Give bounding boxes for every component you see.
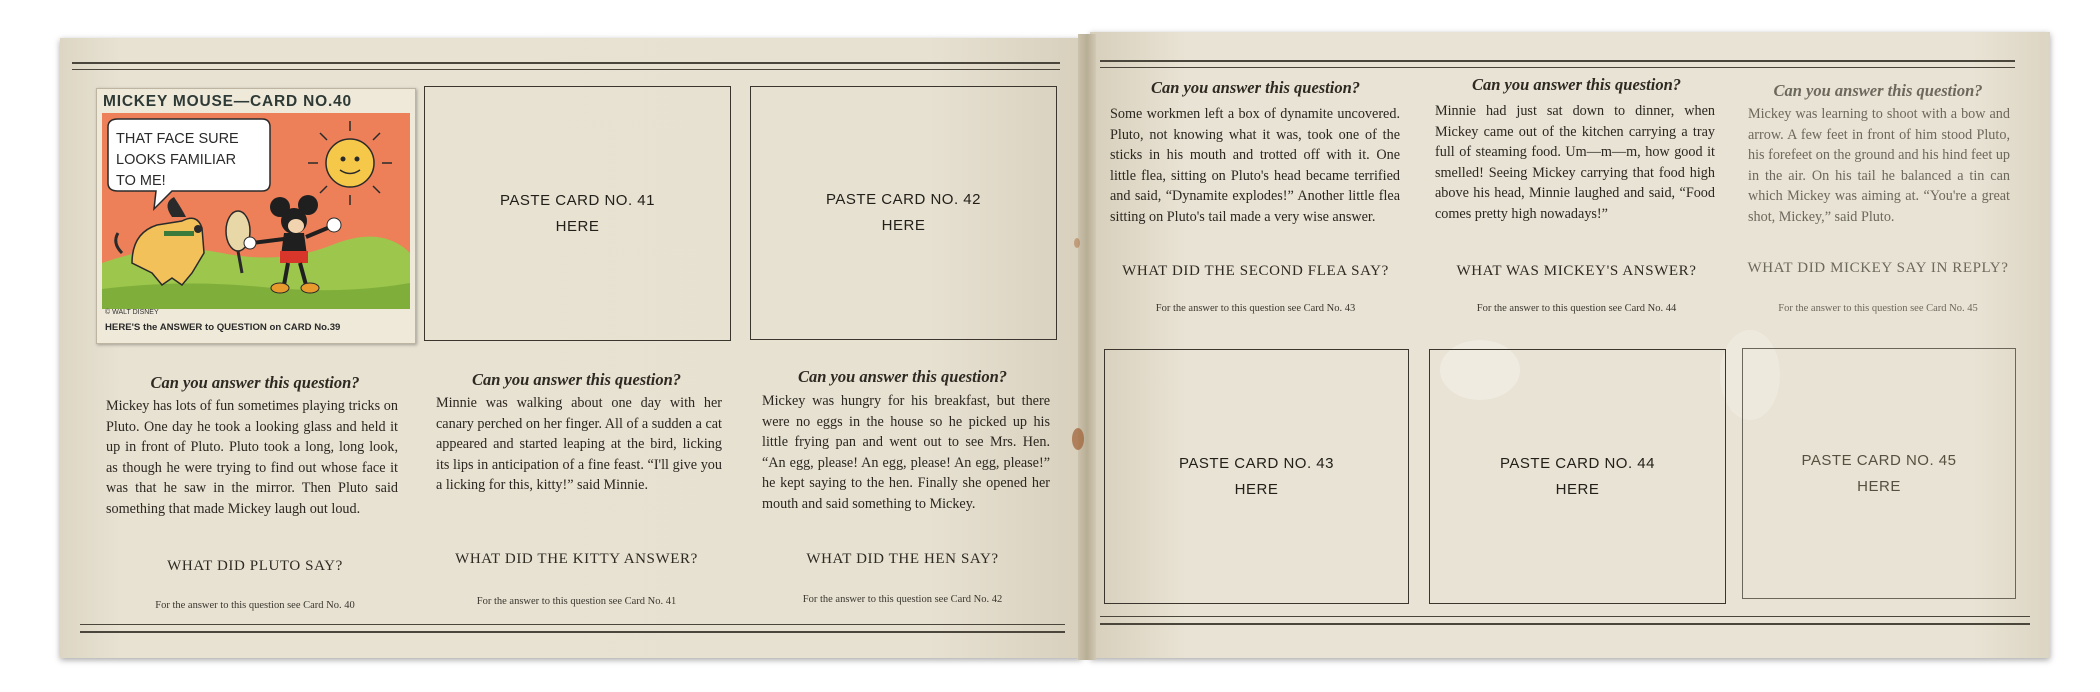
card-illustration [102,113,410,309]
question-prompt: WHAT DID PLUTO SAY? [167,558,343,574]
bottom-rule [80,631,1065,633]
svg-text:THAT FACE SURE: THAT FACE SURE [116,131,239,147]
top-rule [1100,60,2015,62]
mickey-card-40 [96,88,416,344]
question-heading: Can you answer this question? [1471,75,1682,94]
answer-reference: For the answer to this question see Card No. 42 [802,594,1003,605]
top-rule [72,62,1060,64]
question-body: Minnie was walking about one day with her canary perched on her finger. All of a sudden a cat appeared and started leaping at the bird, licking its lips in anticipation of a fine feast. “I'll give you a licking for this, kitty!” said Minnie. [436,395,722,494]
bottom-rule [1100,616,2030,617]
question-body: Mickey was learning to shoot with a bow and arrow. A few feet in front of him stood Pluto, his forefeet on the ground and his hind feet up in the air. On his tail he balanced a tin can which Mickey was aiming at. “You're a great shot, Mickey,” said Pluto. [1748,106,2011,225]
answer-reference: For the answer to this question see Card No. 44 [1476,303,1677,314]
stain-mark [1074,238,1080,248]
answer-reference: For the answer to this question see Card No. 45 [1778,303,1978,314]
paste-box-label: PASTE CARD NO. 44 [1500,454,1655,472]
question-body: Mickey has lots of fun sometimes playing tricks on Pluto. One day he took a looking glass and held it up in front of Pluto. Pluto took a long, long look, as though he were trying to find out whose face it was that he saw in the mirror. Then Pluto said something that made Mickey laugh out loud. [106,398,398,517]
question-body: Mickey was hungry for his breakfast, but there were no eggs in the house so he picked up his little frying pan and went out to see Mrs. Hen. “An egg, please! An egg, please! An egg, please!” he kept saying to the hen. Finally she opened her mouth and said something to Mickey. [762,393,1050,512]
album-spine [1078,34,1096,660]
question-prompt: WHAT DID MICKEY SAY IN REPLY? [1747,260,2009,276]
paste-box-label: PASTE CARD NO. 43 [1179,454,1334,472]
question-heading: Can you answer this question? [150,373,360,392]
bottom-rule [1100,623,2030,625]
paste-card-box-41 [424,86,731,341]
card-copyright: © WALT DISNEY [105,309,159,316]
answer-reference: For the answer to this question see Card No. 43 [1155,303,1356,314]
question-prompt: WHAT WAS MICKEY'S ANSWER? [1456,263,1697,279]
stain-mark [1072,428,1084,450]
question-prompt: WHAT DID THE SECOND FLEA SAY? [1122,263,1389,279]
question-heading: Can you answer this question? [1150,78,1361,97]
question-prompt: WHAT DID THE HEN SAY? [806,551,999,567]
svg-text:TO ME!: TO ME! [116,173,166,189]
paste-box-here: HERE [1555,480,1600,498]
svg-text:LOOKS FAMILIAR: LOOKS FAMILIAR [116,152,237,168]
paste-box-here: HERE [555,217,600,235]
paste-card-box-43 [1104,349,1409,604]
paste-card-box-45 [1742,348,2016,599]
paste-box-here: HERE [1857,477,1901,495]
question-heading: Can you answer this question? [471,370,682,389]
answer-reference: For the answer to this question see Card No. 41 [476,596,677,607]
question-body: Minnie had just sat down to dinner, when Mickey came out of the kitchen carrying a tray full of steaming food. Um—m—m, how good it smelled! Seeing Mickey carrying that food high above his head, Minnie laughed and said, “Food comes pretty high nowadays!” [1435,103,1715,222]
paste-box-label: PASTE CARD NO. 41 [500,191,655,209]
paste-box-label: PASTE CARD NO. 42 [826,191,981,208]
card-answer-caption: HERE'S the ANSWER to QUESTION on CARD No.39 [105,322,341,333]
paste-box-here: HERE [881,217,926,234]
answer-reference: For the answer to this question see Card No. 40 [155,600,355,611]
question-prompt: WHAT DID THE KITTY ANSWER? [455,551,698,567]
top-rule [72,69,1060,70]
bottom-rule [80,624,1065,625]
card-title: MICKEY MOUSE—CARD NO.40 [103,93,352,110]
question-heading: Can you answer this question? [1773,81,1983,100]
question-body: Some workmen left a box of dynamite uncovered. Pluto, not knowing what it was, took one of the sticks in his mouth and trotted off with it. One little flea, sitting on Pluto's head became terrified and said, “Dynamite explodes!” Another little flea sitting on Pluto's tail made a very wise answer. [1110,106,1400,225]
paste-card-box-44 [1429,349,1726,604]
top-rule [1100,67,2015,68]
question-heading: Can you answer this question? [797,367,1008,386]
paste-box-label: PASTE CARD NO. 45 [1801,451,1957,469]
paste-box-here: HERE [1234,480,1279,498]
paste-card-box-42 [750,86,1057,340]
